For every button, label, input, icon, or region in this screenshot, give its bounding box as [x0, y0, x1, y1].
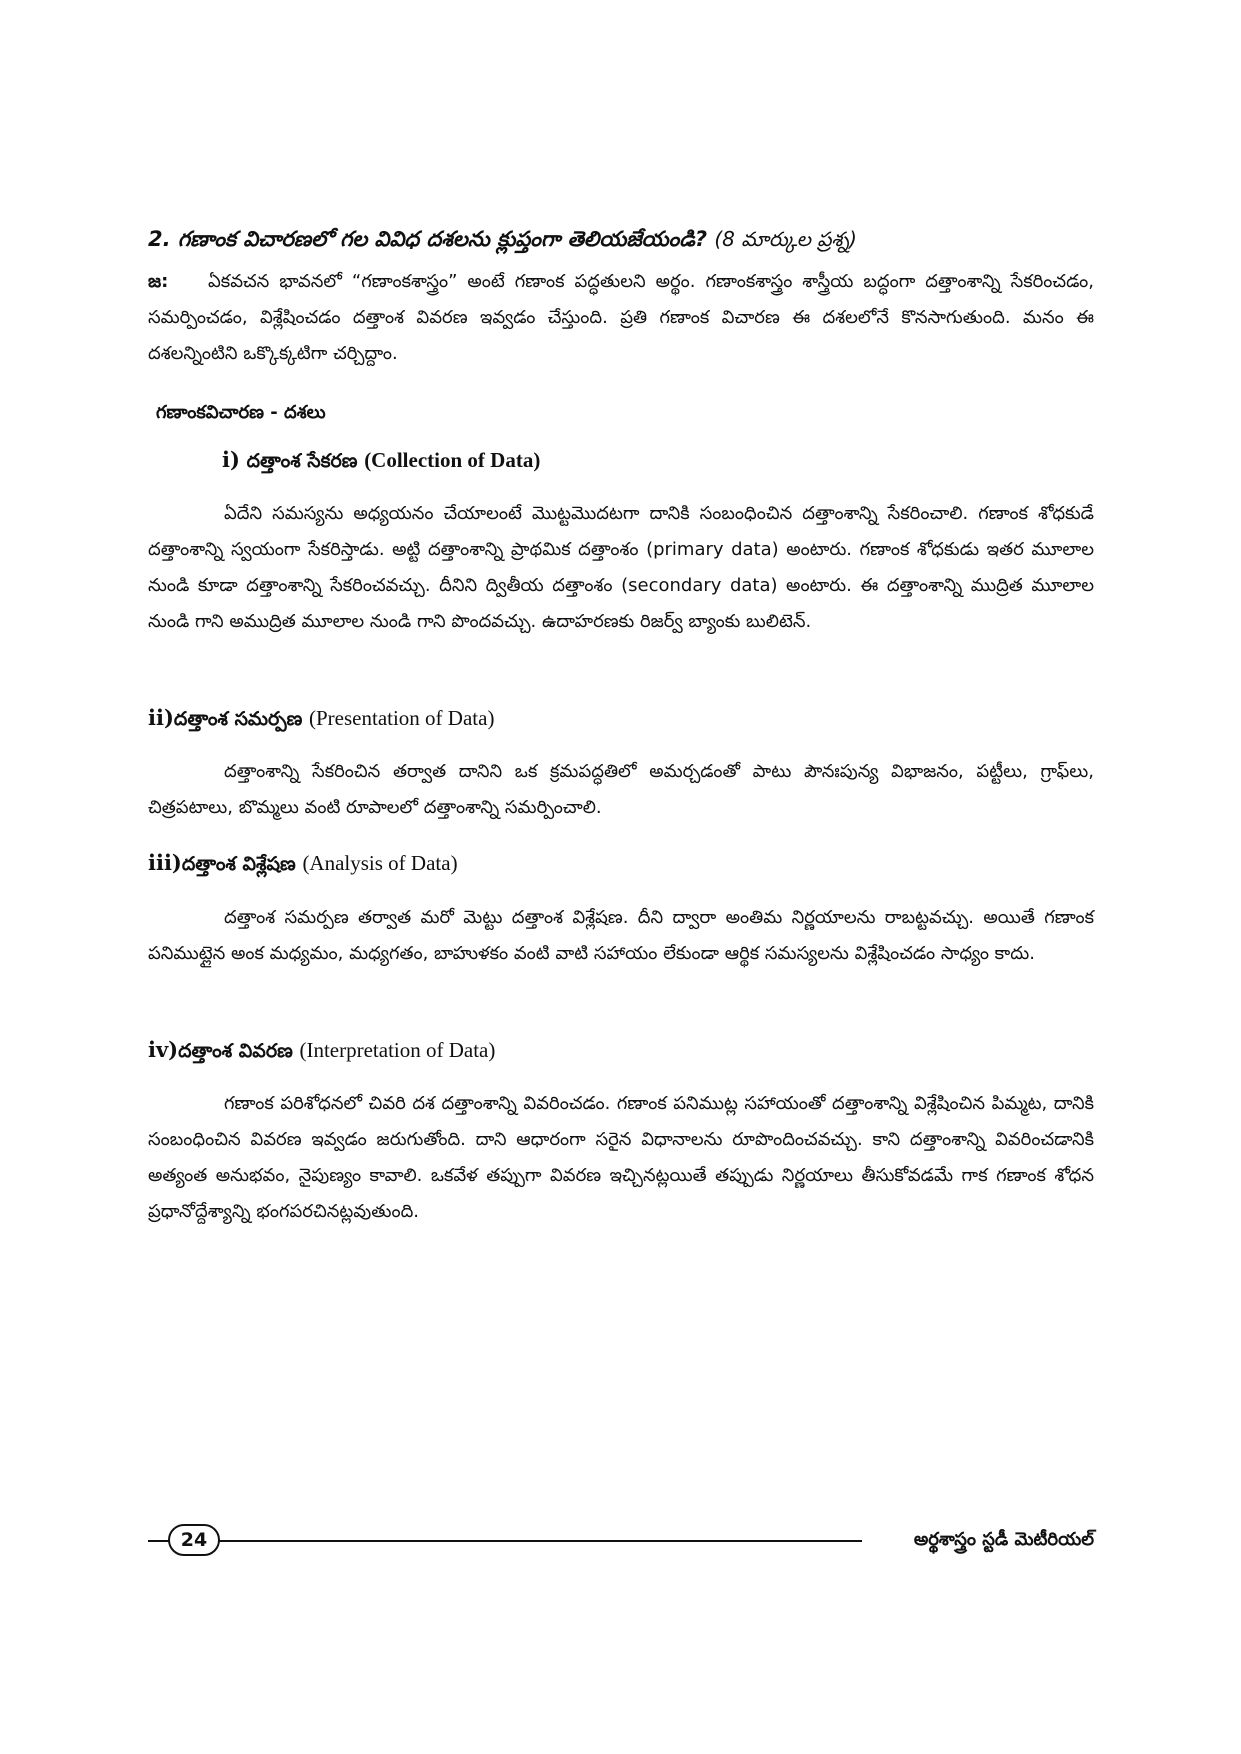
section-title-en: (Collection of Data): [364, 448, 541, 472]
answer-label: జ:: [148, 271, 169, 292]
section-number: ii): [148, 705, 174, 730]
section-heading-presentation: [148, 702, 494, 735]
section-title-en: (Analysis of Data): [302, 851, 458, 875]
section-title-te: దత్తాంశ విశ్లేషణ: [181, 853, 296, 875]
section-title-en: (Presentation of Data): [309, 706, 495, 730]
section-body-analysis: దత్తాంశ సమర్పణ తర్వాత మరో మెట్టు దత్తాంశ విశ్లేషణ. దీని ద్వారా అంతిమ నిర్ణయాలను రాబట్టవచ్చు. అయితే గణాంక పనిముట్లైన అంక మధ్యమం, మధ్యగతం, బాహుళకం వంటి వాటి సహాయం లేకుండా ఆర్థిక సమస్యలను విశ్లేషించడం సాధ్యం కాదు.: [148, 907, 1094, 964]
stages-heading: గణాంకవిచారణ - దశలు: [156, 402, 326, 423]
section-body-presentation: దత్తాంశాన్ని సేకరించిన తర్వాత దానిని ఒక క్రమపద్ధతిలో అమర్చడంతో పాటు పౌనఃపున్య విభాజనం, పట్టీలు, గ్రాఫ్‌లు, చిత్రపటాలు, బొమ్మలు వంటి రూపాలలో దత్తాంశాన్ని సమర్పించాలి.: [148, 761, 1094, 818]
section-body-interpretation: గణాంక పరిశోధనలో చివరి దశ దత్తాంశాన్ని వివరించడం. గణాంక పనిముట్ల సహాయంతో దత్తాంశాన్ని విశ్లేషించిన పిమ్మట, దానికి సంబంధించిన వివరణ ఇవ్వడం జరుగుతోంది. దాని ఆధారంగా సరైన విధానాలను రూపొందించవచ్చు. కాని దత్తాంశాన్ని వివరించడానికి అత్యంత అనుభవం, నైపుణ్యం కావాలి. ఒకవేళ తప్పుగా వివరణ ఇచ్చినట్లయితే తప్పుడు నిర్ణయాలు తీసుకోవడమే గాక గణాంక శోధన ప్రధానోద్దేశ్యాన్ని భంగపరచినట్లవుతుంది.: [148, 1093, 1094, 1222]
question-text: 2. గణాంక విచారణలో గల వివిధ దశలను క్లుప్తంగా తెలియజేయండి?: [148, 227, 708, 251]
footer-title: అర్థశాస్త్రం స్టడీ మెటీరియల్: [913, 1529, 1094, 1550]
section-title-te: దత్తాంశ సేకరణ: [246, 450, 358, 472]
section-body-collection: ఏదేని సమస్యను అధ్యయనం చేయాలంటే మొట్టమొదటగా దానికి సంబంధించిన దత్తాంశాన్ని సేకరించాలి. గణాంక శోధకుడే దత్తాంశాన్ని స్వయంగా సేకరిస్తాడు. అట్టి దత్తాంశాన్ని ప్రాథమిక దత్తాంశం (primary data) అంటారు. గణాంక శోధకుడు ఇతర మూలాల నుండి కూడా దత్తాంశాన్ని సేకరించవచ్చు. దీనిని ద్వితీయ దత్తాంశం (secondary data) అంటారు. ఈ దత్తాంశాన్ని ముద్రిత మూలాల నుండి గాని అముద్రిత మూలాల నుండి గాని పొందవచ్చు. ఉదాహరణకు రిజర్వ్ బ్యాంకు బులిటెన్.: [148, 503, 1094, 632]
section-heading-collection: [222, 444, 540, 477]
section-number: iv): [148, 1037, 179, 1062]
section-number: i): [222, 447, 240, 472]
question-marks: (8 మార్కుల ప్రశ్న): [714, 227, 857, 251]
answer-text: ఏకవచన భావనలో “గణాంకశాస్త్రం” అంటే గణాంక పద్ధతులని అర్థం. గణాంకశాస్త్రం శాస్త్రీయ బద్ధంగా దత్తాంశాన్ని సేకరించడం, సమర్పించడం, విశ్లేషించడం దత్తాంశ వివరణ ఇవ్వడం చేస్తుంది. ప్రతి గణాంక విచారణ ఈ దశలలోనే కొనసాగుతుంది. మనం ఈ దశలన్నింటిని ఒక్కొక్కటిగా చర్చిద్దాం.: [148, 271, 1094, 364]
question-heading: [148, 224, 1108, 254]
section-title-te: దత్తాంశ వివరణ: [178, 1040, 293, 1062]
section-heading-analysis: [148, 847, 458, 880]
section-heading-interpretation: [148, 1034, 495, 1067]
footer-rule: [216, 1540, 862, 1542]
section-number: iii): [148, 850, 182, 875]
section-title-te: దత్తాంశ సమర్పణ: [173, 708, 303, 730]
page-number: 24: [168, 1524, 220, 1556]
footer-rule-left: [148, 1540, 170, 1542]
answer-paragraph: [148, 264, 1094, 372]
section-title-en: (Interpretation of Data): [299, 1038, 496, 1062]
